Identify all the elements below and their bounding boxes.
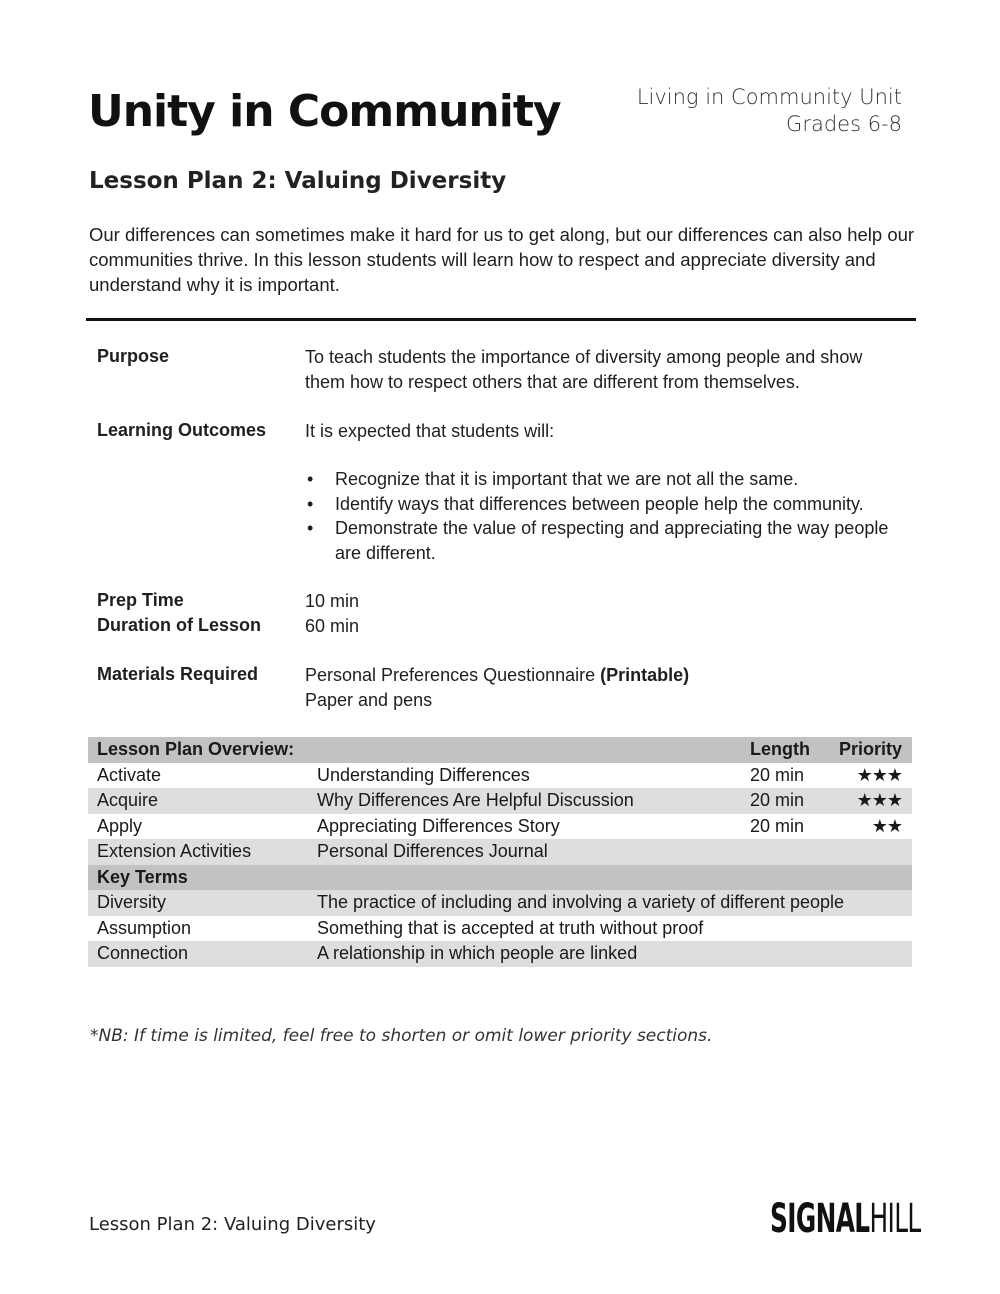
grade-level: Grades 6-8 bbox=[786, 112, 902, 136]
activity-cell: Appreciating Differences Story bbox=[317, 815, 560, 836]
overview-header-row bbox=[88, 737, 912, 763]
lesson-intro: Our differences can sometimes make it hard for us to get along, but our differences can also help our communities thrive. In this lesson students will learn how to respect and appreciate diversity and understand why it is important. bbox=[89, 224, 915, 295]
term-row bbox=[88, 941, 912, 967]
signal-hill-logo bbox=[770, 1196, 921, 1242]
phase-cell: Activate bbox=[97, 764, 162, 785]
term-cell: Assumption bbox=[97, 917, 192, 938]
logo-bold-text: SIGNAL bbox=[770, 1196, 870, 1242]
key-terms-label: Key Terms bbox=[97, 866, 188, 887]
activity-cell: Personal Differences Journal bbox=[317, 841, 548, 862]
outcomes-intro: It is expected that students will: bbox=[305, 421, 555, 441]
term-row bbox=[88, 916, 912, 942]
priority-stars-icon: ★★★ bbox=[856, 790, 902, 811]
definition-cell: Something that is accepted at truth without proof bbox=[317, 917, 704, 938]
term-cell: Connection bbox=[97, 943, 189, 964]
material-item: Paper and pens bbox=[305, 690, 433, 710]
outcome-item: • Recognize that it is important that we are not all the same. bbox=[305, 467, 895, 492]
definition-cell: The practice of including and involving a variety of different people bbox=[317, 892, 844, 913]
table-row bbox=[88, 788, 912, 814]
unit-info bbox=[637, 84, 902, 138]
duration-label: Duration of Lesson bbox=[97, 615, 262, 635]
lesson-overview-table bbox=[88, 737, 912, 967]
purpose-text: To teach students the importance of diversity among people and show them how to respect others that are different from themselves. bbox=[305, 347, 863, 392]
overview-header-label: Lesson Plan Overview: bbox=[97, 739, 295, 760]
phase-cell: Extension Activities bbox=[97, 841, 252, 862]
activity-cell: Why Differences Are Helpful Discussion bbox=[317, 790, 634, 811]
footer-lesson-title: Lesson Plan 2: Valuing Diversity bbox=[89, 1214, 376, 1235]
materials-list bbox=[305, 663, 905, 713]
divider bbox=[86, 318, 916, 321]
length-cell: 20 min bbox=[750, 764, 805, 785]
priority-header: Priority bbox=[838, 739, 902, 760]
logo-thin-text: HILL bbox=[869, 1196, 921, 1242]
table-row bbox=[88, 839, 912, 865]
material-item: Personal Preferences Questionnaire bbox=[305, 665, 601, 685]
phase-cell: Acquire bbox=[97, 790, 159, 811]
printable-link[interactable]: (Printable) bbox=[600, 665, 690, 685]
unit-name: Living in Community Unit bbox=[636, 85, 902, 109]
length-header: Length bbox=[750, 739, 810, 760]
outcomes-label: Learning Outcomes bbox=[97, 420, 267, 440]
length-cell: 20 min bbox=[750, 790, 805, 811]
outcome-item: • Demonstrate the value of respecting and appreciating the way people are different. bbox=[305, 516, 895, 565]
materials-label: Materials Required bbox=[97, 664, 259, 684]
phase-cell: Apply bbox=[97, 815, 143, 836]
lesson-title: Lesson Plan 2: Valuing Diversity bbox=[89, 168, 507, 194]
priority-stars-icon: ★★ bbox=[871, 815, 902, 836]
activity-cell: Understanding Differences bbox=[317, 764, 530, 785]
purpose-label: Purpose bbox=[97, 346, 170, 366]
prep-time-value: 10 min bbox=[305, 591, 360, 611]
table-row bbox=[88, 814, 912, 840]
priority-note: *NB: If time is limited, feel free to shorten or omit lower priority sections. bbox=[90, 1026, 713, 1046]
table-row bbox=[88, 763, 912, 789]
term-cell: Diversity bbox=[97, 892, 167, 913]
priority-stars-icon: ★★★ bbox=[856, 764, 902, 785]
key-terms-header-row bbox=[88, 865, 912, 891]
page-title: Unity in Community bbox=[88, 86, 561, 137]
length-cell: 20 min bbox=[750, 815, 805, 836]
term-row bbox=[88, 890, 912, 916]
definition-cell: A relationship in which people are linked bbox=[317, 943, 638, 964]
duration-value: 60 min bbox=[305, 616, 360, 636]
prep-time-label: Prep Time bbox=[97, 590, 184, 610]
outcome-item: • Identify ways that differences between people help the community. bbox=[305, 492, 895, 517]
outcomes-list bbox=[305, 467, 895, 565]
